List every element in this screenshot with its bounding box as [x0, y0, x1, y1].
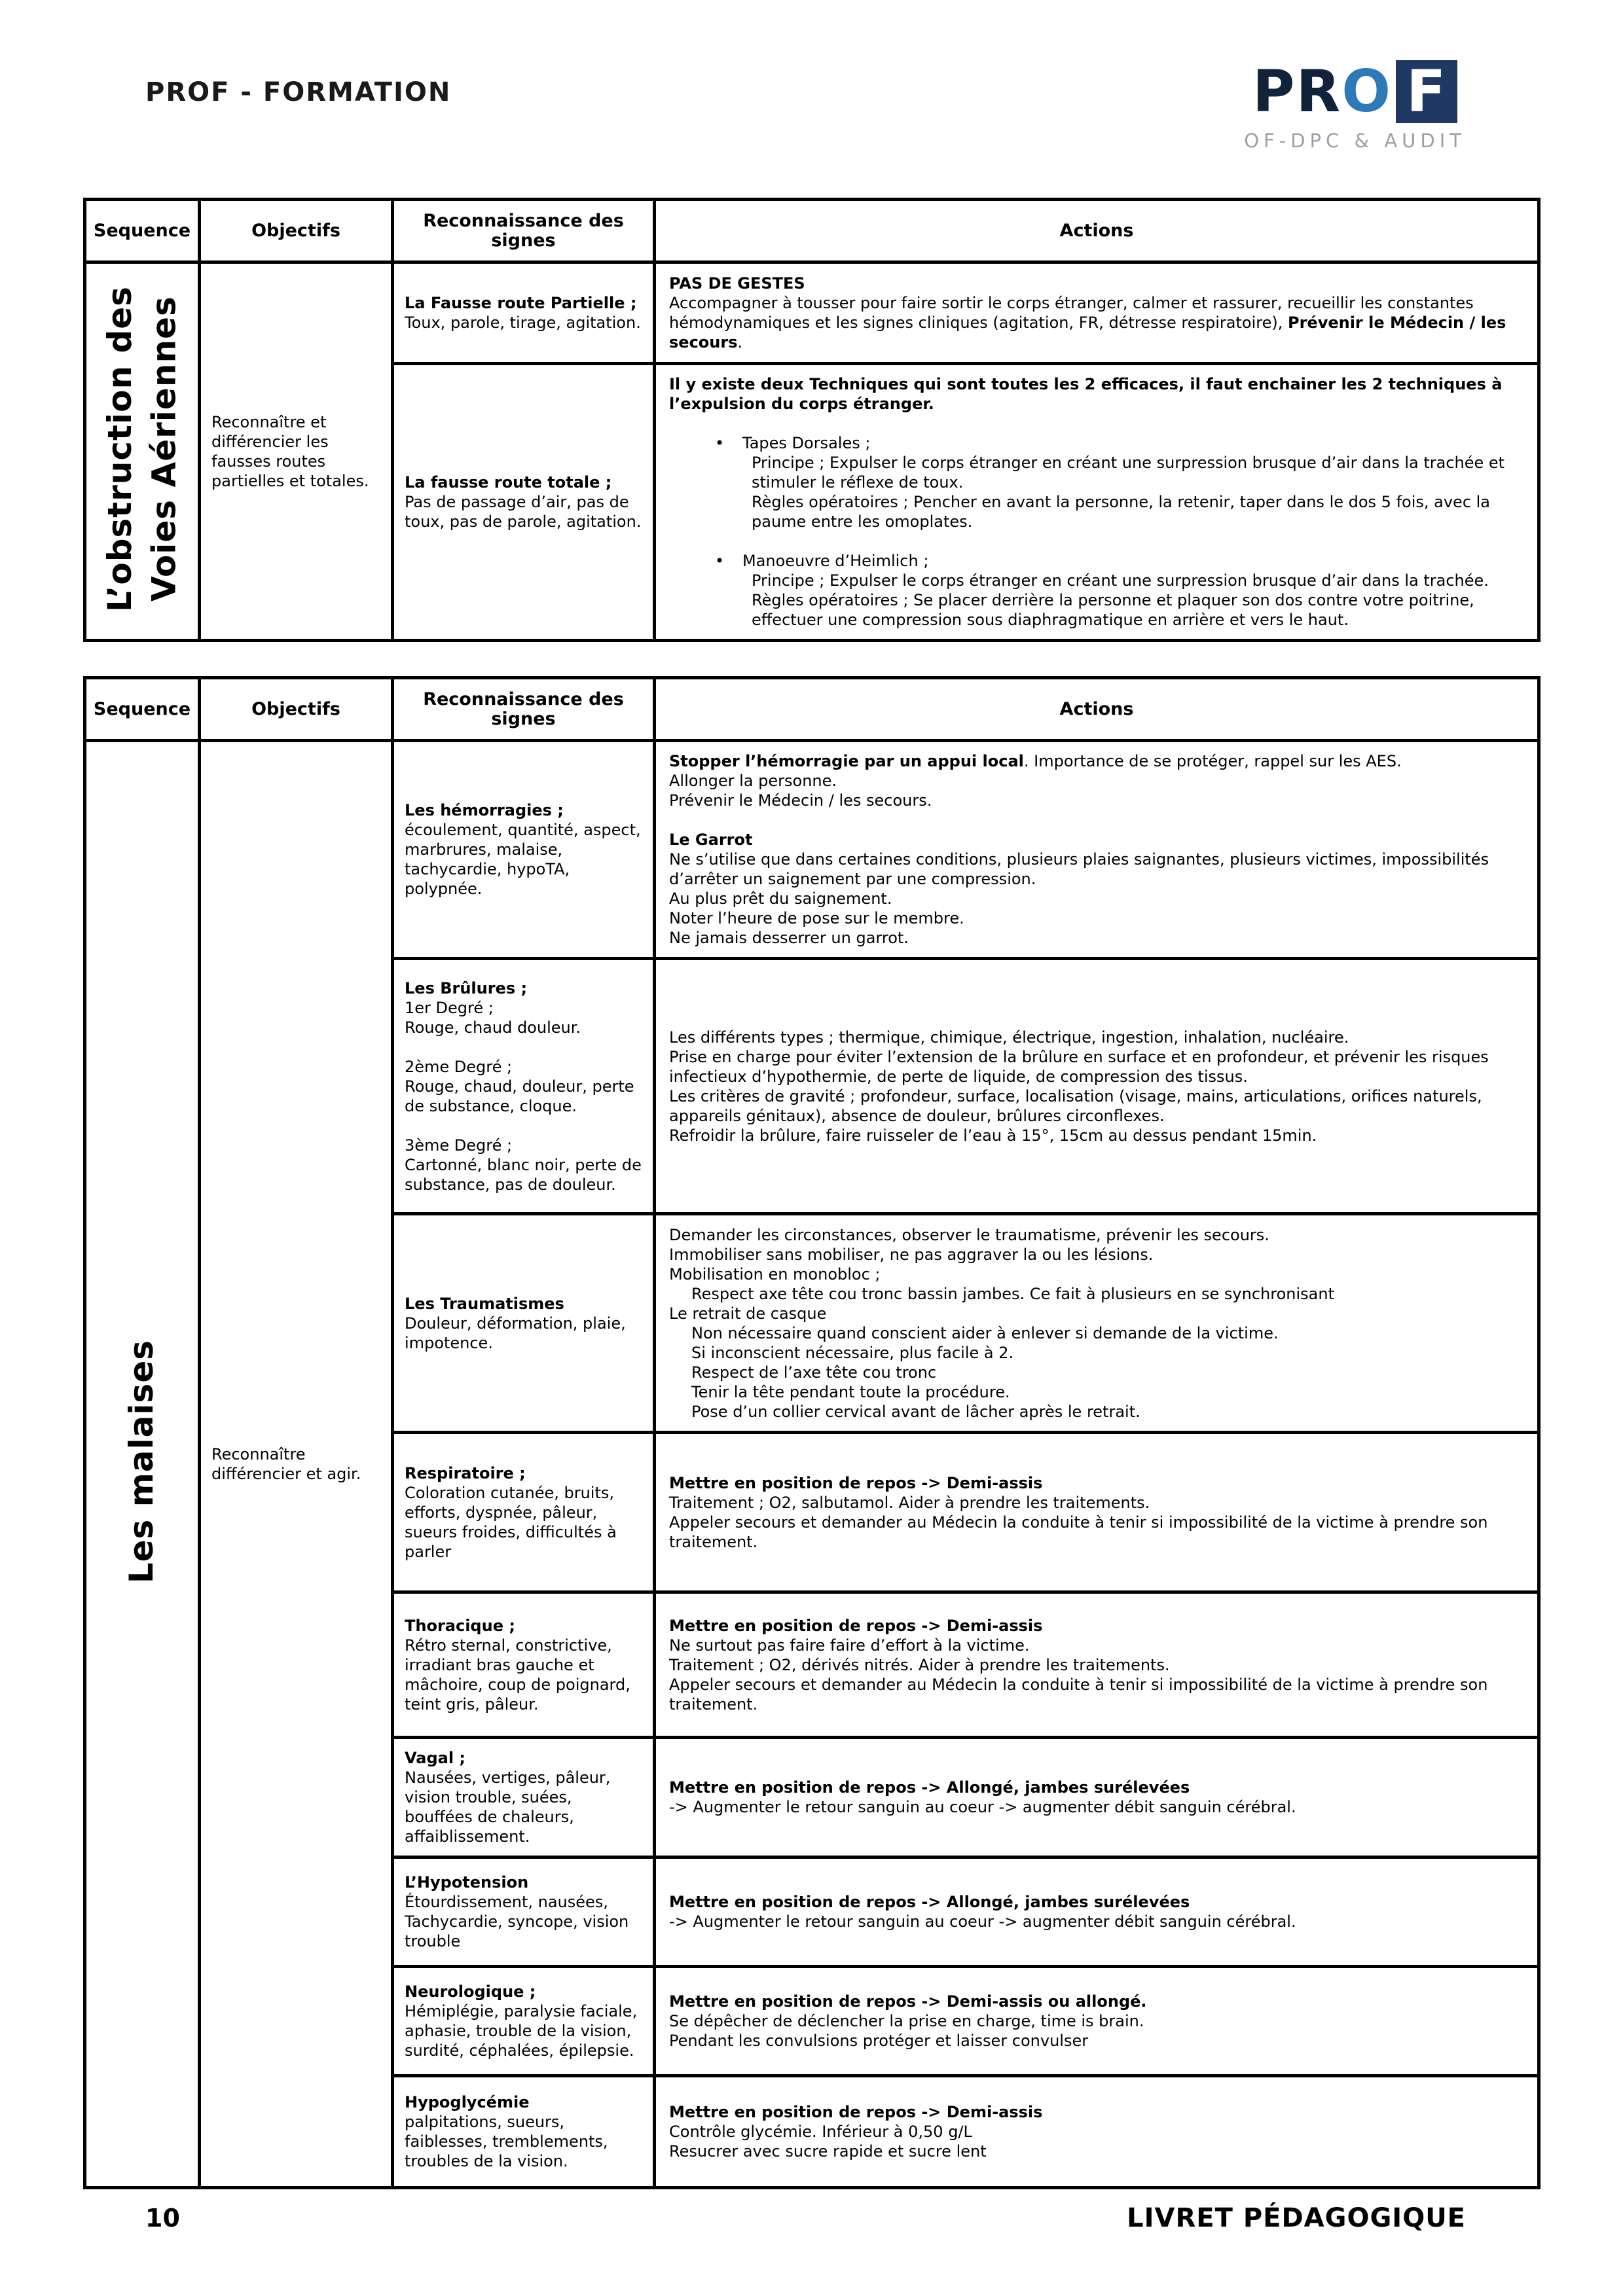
signes-text: La Fausse route Partielle ; Toux, parole, tirage, agitation. [405, 294, 641, 332]
signes-cell-fausse-route-partielle [393, 262, 655, 364]
signes-text: Neurologique ; Hémiplégie, paralysie faciale, aphasie, trouble de la vision, surdité, céphalées, épilepsie. [405, 1982, 638, 2060]
page-number: 10 [145, 2204, 180, 2233]
signes-text: Les Brûlures ; 1er Degré ; Rouge, chaud douleur. 2ème Degré ; Rouge, chaud, douleur, perte de substance, cloque. 3ème Degré ; Cartonné, blanc noir, perte de substance, pas de douleur. [405, 978, 642, 1194]
table2-header-row [85, 678, 1539, 741]
signes-cell-respiratoire [393, 1433, 655, 1592]
signes-text: Les hémorragies ; écoulement, quantité, aspect, marbrures, malaise, tachycardie, hypoTA, polypnée. [405, 801, 641, 898]
actions-cell-hypoglycemie [655, 2076, 1539, 2188]
signes-text: Hypoglycémie palpitations, sueurs, faiblesses, tremblements, troubles de la vision. [405, 2093, 608, 2170]
table1-sequence-title: L’obstruction des Voies Aériennes [100, 286, 183, 612]
table1-objectifs-text: Reconnaître et différencier les fausses routes partielles et totales. [211, 412, 369, 490]
logo-o-icon: O [1341, 58, 1393, 125]
actions-cell-traumatismes [655, 1214, 1539, 1433]
brand-title: PROF - FORMATION [145, 77, 452, 107]
airway-obstruction-table [83, 198, 1541, 642]
column-header-actions: Actions [655, 200, 1539, 262]
page-header [145, 60, 1466, 152]
column-header-signes: Reconnaissance des signes [393, 200, 655, 262]
actions-text: Les différents types ; thermique, chimique, électrique, ingestion, inhalation, nucléaire. Prise en charge pour éviter l’extension de la brûlure en surface et en profondeur, et prévenir les risques infectieux d’hypothermie, de perte de liquide, de compression des tissus. Les critères de gravité ; profondeur, surface, localisation (visage, mains, articulations, orifices naturels, appareils génitaux), absence de douleur, brûlures circonflexes. Refroidir la brûlure, faire ruisseler de l’eau à 15°, 15cm au dessus pendant 15min. [669, 1028, 1489, 1145]
column-header-objectifs: Objectifs [200, 678, 393, 741]
table1-header-row [85, 200, 1539, 262]
table2-sequence-cell [85, 741, 200, 2188]
actions-cell-neurologique [655, 1967, 1539, 2076]
column-header-sequence: Sequence [85, 200, 200, 262]
signes-text: Les Traumatismes Douleur, déformation, plaie, impotence. [405, 1294, 626, 1352]
signes-text: Vagal ; Nausées, vertiges, pâleur, vision trouble, suées, bouffées de chaleurs, affaiblissement. [405, 1749, 611, 1846]
column-header-objectifs: Objectifs [200, 200, 393, 262]
logo-f-badge: F [1396, 60, 1457, 123]
signes-cell-hypotension [393, 1857, 655, 1967]
column-header-signes: Reconnaissance des signes [393, 678, 655, 741]
table1-objectifs-cell [200, 262, 393, 641]
signes-cell-neurologique [393, 1967, 655, 2076]
signes-text: L’Hypotension Étourdissement, nausées, Tachycardie, syncope, vision trouble [405, 1873, 629, 1950]
actions-cell-hemorragies [655, 741, 1539, 959]
booklet-title: LIVRET PÉDAGOGIQUE [1127, 2203, 1466, 2233]
actions-cell-respiratoire [655, 1433, 1539, 1592]
actions-text: Mettre en position de repos -> Demi-assis Contrôle glycémie. Inférieur à 0,50 g/L Resucrer avec sucre rapide et sucre lent [669, 2103, 1043, 2161]
malaises-table [83, 676, 1541, 2189]
column-header-sequence: Sequence [85, 678, 200, 741]
logo-wordmark [1252, 60, 1457, 123]
signes-cell-thoracique [393, 1592, 655, 1738]
signes-cell-hypoglycemie [393, 2076, 655, 2188]
actions-cell-brulures [655, 959, 1539, 1214]
actions-text: Demander les circonstances, observer le traumatisme, prévenir les secours. Immobiliser sans mobiliser, ne pas aggraver la ou les lésions. Mobilisation en monobloc ; Respect axe tête cou tronc bassin jambes. Ce fait à plusieurs en se synchronisant Le retrait de casque Non nécessaire quand conscient aider à enlever si demande de la victime. Si inconscient nécessaire, plus facile à 2. Respect de l’axe tête cou tronc Tenir la tête pendant toute la procédure. Pose d’un collier cervical avant de lâcher après le retrait. [669, 1225, 1334, 1421]
signes-cell-hemorragies [393, 741, 655, 959]
signes-text: Thoracique ; Rétro sternal, constrictive, irradiant bras gauche et mâchoire, coup de poignard, teint gris, pâleur. [405, 1616, 630, 1713]
actions-text: Il y existe deux Techniques qui sont toutes les 2 efficaces, il faut enchainer les 2 techniques à l’expulsion du corps étranger. • Tapes Dorsales ; Principe ; Expulser le corps étranger en créant une surpression brusque d’air dans la trachée et stimuler le réflexe de toux. Règles opératoires ; Pencher en avant la personne, la retenir, taper dans le dos 5 fois, avec la paume entre les omoplates. • Manoeuvre d’Heimlich ; Principe ; Expulser le corps étranger en créant une surpression brusque d’air dans la trachée. Règles opératoires ; Se placer derrière la personne et plaquer son dos contre votre poitrine, effectuer une compression sous diaphragmatique en arrière et vers le haut. [669, 374, 1524, 630]
signes-text: La fausse route totale ; Pas de passage d’air, pas de toux, pas de parole, agitation. [405, 473, 642, 531]
actions-text: PAS DE GESTES Accompagner à tousser pour faire sortir le corps étranger, calmer et rassurer, recueillir les constantes hémodynamiques et les signes cliniques (agitation, FR, détresse respiratoire), Prévenir le Médecin / les secours. [669, 274, 1506, 351]
actions-cell-fausse-route-partielle [655, 262, 1539, 364]
actions-text: Stopper l’hémorragie par un appui local. Importance de se protéger, rappel sur les AES. Allonger la personne. Prévenir le Médecin / les secours. Le Garrot Ne s’utilise que dans certaines conditions, plusieurs plaies saignantes, plusieurs victimes, impossibilités d’arrêter un saignement par une compression. Au plus prêt du saignement. Noter l’heure de pose sur le membre. Ne jamais desserrer un garrot. [669, 752, 1489, 947]
actions-text: Mettre en position de repos -> Demi-assis Traitement ; O2, salbutamol. Aider à prendre les traitements. Appeler secours et demander au Médecin la conduite à tenir si impossibilité de la victime à prendre son traitement. [669, 1473, 1488, 1551]
actions-cell-thoracique [655, 1592, 1539, 1738]
table2-sequence-title: Les malaises [122, 1340, 161, 1584]
signes-cell-vagal [393, 1738, 655, 1857]
signes-cell-traumatismes [393, 1214, 655, 1433]
table2-objectifs-text: Reconnaître différencier et agir. [211, 1445, 361, 1483]
column-header-actions: Actions [655, 678, 1539, 741]
table1-row-fausse-route-partielle [85, 262, 1539, 364]
logo-subtitle: OF-DPC & AUDIT [1244, 130, 1466, 152]
signes-cell-brulures [393, 959, 655, 1214]
actions-text: Mettre en position de repos -> Demi-assis ou allongé. Se dépêcher de déclencher la prise en charge, time is brain. Pendant les convulsions protéger et laisser convulser [669, 1992, 1147, 2050]
actions-text: Mettre en position de repos -> Allongé, jambes surélevées -> Augmenter le retour sanguin au coeur -> augmenter débit sanguin cérébral. [669, 1893, 1296, 1931]
logo-text-pr: PR [1252, 58, 1342, 125]
table1-sequence-cell [85, 262, 200, 641]
table2-objectifs-cell [200, 741, 393, 2188]
signes-cell-fausse-route-totale [393, 364, 655, 641]
actions-text: Mettre en position de repos -> Allongé, jambes surélevées -> Augmenter le retour sanguin au coeur -> augmenter débit sanguin cérébral. [669, 1778, 1296, 1816]
signes-text: Respiratoire ; Coloration cutanée, bruits, efforts, dyspnée, pâleur, sueurs froides, difficultés à parler [405, 1463, 617, 1561]
actions-cell-vagal [655, 1738, 1539, 1857]
prof-logo [1244, 60, 1466, 152]
actions-text: Mettre en position de repos -> Demi-assis Ne surtout pas faire faire d’effort à la victime. Traitement ; O2, dérivés nitrés. Aider à prendre les traitements. Appeler secours et demander au Médecin la conduite à tenir si impossibilité de la victime à prendre son traitement. [669, 1616, 1488, 1713]
page-footer [145, 2203, 1466, 2233]
actions-cell-hypotension [655, 1857, 1539, 1967]
table2-row-hemorragies [85, 741, 1539, 959]
actions-cell-fausse-route-totale [655, 364, 1539, 641]
